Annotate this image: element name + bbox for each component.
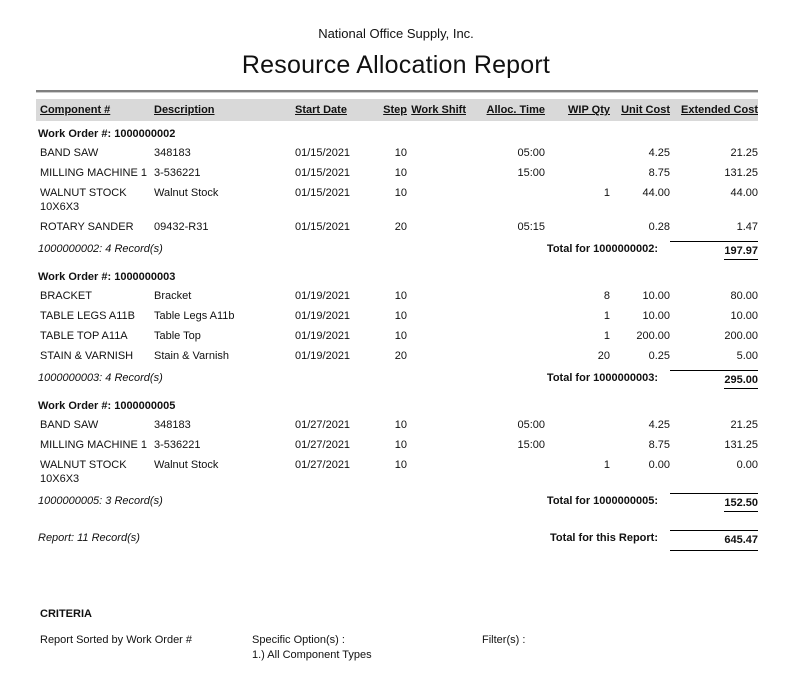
cell-step: 10 xyxy=(394,330,407,342)
column-header-start_date: Start Date xyxy=(295,104,347,116)
table-row xyxy=(36,163,758,183)
table-row xyxy=(36,143,758,163)
group-footer-row xyxy=(36,237,758,264)
cell-wip_qty: 1 xyxy=(603,310,610,322)
cell-start_date: 01/19/2021 xyxy=(295,290,351,302)
table-row xyxy=(36,435,758,455)
cell-component: STAIN & VARNISH xyxy=(40,350,134,362)
table-row xyxy=(36,306,758,326)
cell-component: BAND SAW xyxy=(40,419,99,431)
column-header-description: Description xyxy=(154,104,215,116)
group-total-value xyxy=(670,493,758,512)
cell-step: 10 xyxy=(394,167,407,179)
table-row xyxy=(36,286,758,306)
cell-start_date: 01/15/2021 xyxy=(295,167,351,179)
company-name: National Office Supply, Inc. xyxy=(318,26,474,41)
cell-unit_cost: 4.25 xyxy=(648,147,670,159)
cell-alloc_time: 15:00 xyxy=(517,439,545,451)
criteria-row xyxy=(40,633,792,662)
cell-wip_qty: 1 xyxy=(603,330,610,342)
group-record-count: 1000000003: 4 Record(s) xyxy=(38,372,163,384)
specific-options-label: Specific Option(s) : xyxy=(252,634,345,646)
cell-description: Table Top xyxy=(154,330,201,342)
work-order-header: Work Order #: 1000000002 xyxy=(38,128,176,140)
cell-step: 10 xyxy=(394,439,407,451)
column-header-wip_qty: WIP Qty xyxy=(568,104,610,116)
cell-component: WALNUT STOCK 10X6X3 xyxy=(40,459,127,485)
cell-component: TABLE TOP A11A xyxy=(40,330,128,342)
column-header-alloc_time: Alloc. Time xyxy=(486,104,545,116)
column-header-component: Component # xyxy=(40,104,111,116)
group-total-amount: 295.00 xyxy=(724,373,758,389)
cell-extended_cost: 131.25 xyxy=(724,439,758,451)
table-row xyxy=(36,455,758,489)
cell-description: Table Legs A11b xyxy=(154,310,235,322)
work-order-group xyxy=(36,121,758,264)
report-record-count: Report: 11 Record(s) xyxy=(38,532,140,544)
cell-alloc_time: 05:00 xyxy=(517,147,545,159)
cell-start_date: 01/15/2021 xyxy=(295,187,351,199)
cell-extended_cost: 21.25 xyxy=(730,147,758,159)
cell-start_date: 01/27/2021 xyxy=(295,459,351,471)
table-row xyxy=(36,415,758,435)
cell-step: 10 xyxy=(394,310,407,322)
cell-extended_cost: 80.00 xyxy=(730,290,758,302)
table-header-row xyxy=(36,99,758,121)
group-total-value xyxy=(670,241,758,260)
work-order-groups xyxy=(36,121,758,516)
column-header-work_shift: Work Shift xyxy=(411,104,466,116)
group-record-count: 1000000002: 4 Record(s) xyxy=(38,243,163,255)
group-total-label: Total for 1000000002: xyxy=(546,243,658,255)
group-total-value xyxy=(670,370,758,389)
cell-extended_cost: 21.25 xyxy=(730,419,758,431)
cell-component: MILLING MACHINE 1 xyxy=(40,439,147,451)
cell-alloc_time: 05:15 xyxy=(517,221,545,233)
group-record-count: 1000000005: 3 Record(s) xyxy=(38,495,163,507)
cell-description: 3-536221 xyxy=(154,167,201,179)
group-total-amount: 197.97 xyxy=(724,244,758,260)
cell-extended_cost: 44.00 xyxy=(730,187,758,199)
cell-component: WALNUT STOCK 10X6X3 xyxy=(40,187,127,213)
work-order-header: Work Order #: 1000000003 xyxy=(38,271,176,283)
cell-wip_qty: 20 xyxy=(597,350,610,362)
criteria-sorted-by: Report Sorted by Work Order # xyxy=(40,634,193,646)
cell-step: 10 xyxy=(394,459,407,471)
group-total-label: Total for 1000000003: xyxy=(546,372,658,384)
cell-description: Walnut Stock xyxy=(154,187,219,199)
table-row xyxy=(36,217,758,237)
cell-step: 20 xyxy=(394,350,407,362)
cell-extended_cost: 131.25 xyxy=(724,167,758,179)
cell-unit_cost: 44.00 xyxy=(642,187,670,199)
cell-start_date: 01/15/2021 xyxy=(295,147,351,159)
cell-unit_cost: 8.75 xyxy=(648,167,670,179)
cell-unit_cost: 10.00 xyxy=(642,310,670,322)
cell-description: 348183 xyxy=(154,147,191,159)
cell-unit_cost: 0.28 xyxy=(648,221,670,233)
cell-component: BAND SAW xyxy=(40,147,99,159)
criteria-specific-options xyxy=(252,633,482,662)
cell-description: 09432-R31 xyxy=(154,221,209,233)
cell-description: 348183 xyxy=(154,419,191,431)
table-row xyxy=(36,326,758,346)
cell-component: TABLE LEGS A11B xyxy=(40,310,135,322)
cell-wip_qty: 1 xyxy=(603,187,610,199)
cell-component: MILLING MACHINE 1 xyxy=(40,167,147,179)
cell-start_date: 01/27/2021 xyxy=(295,439,351,451)
cell-wip_qty: 1 xyxy=(603,459,610,471)
specific-option-item: 1.) All Component Types xyxy=(252,649,372,661)
cell-wip_qty: 8 xyxy=(603,290,610,302)
cell-extended_cost: 5.00 xyxy=(736,350,758,362)
cell-unit_cost: 200.00 xyxy=(636,330,670,342)
criteria-section xyxy=(40,607,792,662)
report-total-value: 645.47 xyxy=(670,530,758,551)
criteria-filters-label: Filter(s) : xyxy=(482,634,526,646)
cell-component: BRACKET xyxy=(40,290,92,302)
cell-alloc_time: 15:00 xyxy=(517,167,545,179)
report-summary-row xyxy=(36,530,758,551)
group-total-amount: 152.50 xyxy=(724,496,758,512)
cell-description: Stain & Varnish xyxy=(154,350,230,362)
work-order-group xyxy=(36,393,758,516)
work-order-group xyxy=(36,264,758,393)
cell-start_date: 01/27/2021 xyxy=(295,419,351,431)
table-row xyxy=(36,183,758,217)
column-header-extended_cost: Extended Cost xyxy=(680,104,758,116)
cell-step: 20 xyxy=(394,221,407,233)
header-divider-line xyxy=(36,90,758,93)
cell-description: Bracket xyxy=(154,290,192,302)
cell-step: 10 xyxy=(394,147,407,159)
cell-unit_cost: 0.25 xyxy=(648,350,670,362)
table-row xyxy=(36,346,758,366)
cell-unit_cost: 4.25 xyxy=(648,419,670,431)
cell-alloc_time: 05:00 xyxy=(517,419,545,431)
cell-start_date: 01/19/2021 xyxy=(295,330,351,342)
cell-extended_cost: 10.00 xyxy=(730,310,758,322)
cell-extended_cost: 0.00 xyxy=(736,459,758,471)
column-header-unit_cost: Unit Cost xyxy=(621,104,670,116)
cell-extended_cost: 1.47 xyxy=(736,221,758,233)
cell-step: 10 xyxy=(394,187,407,199)
column-header-step: Step xyxy=(383,104,407,116)
group-footer-row xyxy=(36,366,758,393)
report-total-label: Total for this Report: xyxy=(550,532,658,544)
cell-unit_cost: 8.75 xyxy=(648,439,670,451)
cell-unit_cost: 0.00 xyxy=(648,459,670,471)
cell-extended_cost: 200.00 xyxy=(724,330,758,342)
cell-start_date: 01/15/2021 xyxy=(295,221,351,233)
cell-step: 10 xyxy=(394,419,407,431)
cell-description: Walnut Stock xyxy=(154,459,219,471)
cell-start_date: 01/19/2021 xyxy=(295,350,351,362)
group-footer-row xyxy=(36,489,758,516)
report-header xyxy=(0,0,792,80)
cell-component: ROTARY SANDER xyxy=(40,221,134,233)
report-table xyxy=(36,99,758,551)
cell-step: 10 xyxy=(394,290,407,302)
group-total-label: Total for 1000000005: xyxy=(546,495,658,507)
report-title: Resource Allocation Report xyxy=(241,51,551,79)
criteria-heading: CRITERIA xyxy=(40,608,92,620)
cell-description: 3-536221 xyxy=(154,439,201,451)
work-order-header: Work Order #: 1000000005 xyxy=(38,400,176,412)
cell-unit_cost: 10.00 xyxy=(642,290,670,302)
cell-start_date: 01/19/2021 xyxy=(295,310,351,322)
